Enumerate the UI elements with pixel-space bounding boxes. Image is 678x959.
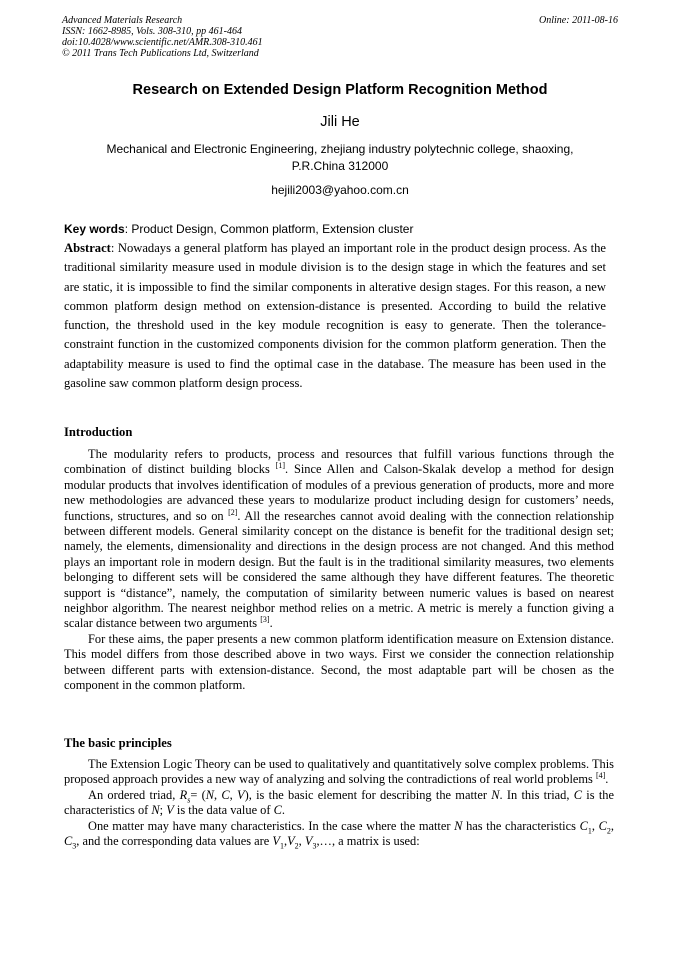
basic-text: , — [610, 818, 614, 833]
math-var: N — [151, 803, 160, 818]
math-var: V — [237, 787, 245, 802]
keywords — [64, 222, 614, 236]
basic-text: The Extension Logic Theory can be used to qualitatively and quantitatively solve complex problems. This proposed approach provides a new way of analyzing and solving the contradictions of real world problems — [64, 757, 614, 787]
citation-1: [1] — [275, 461, 285, 471]
affiliation-line-1: Mechanical and Electronic Engineering, zhejiang industry polytechnic college, shaoxing, — [106, 142, 574, 156]
basic-text: . In this triad, — [499, 787, 570, 802]
math-var: C — [598, 818, 607, 833]
math-sub: s — [187, 795, 191, 805]
math-sub: 1 — [587, 826, 592, 836]
basic-text: , — [283, 834, 288, 849]
paper-title: Research on Extended Design Platform Recognition Method — [132, 82, 548, 98]
abstract — [64, 239, 606, 393]
math-sub: 2 — [606, 826, 611, 836]
introduction-heading: Introduction — [64, 425, 133, 439]
math-sub: 2 — [294, 841, 299, 851]
copyright-line: © 2011 Trans Tech Publications Ltd, Switzerland — [62, 48, 259, 59]
basic-text: is the data value of — [176, 803, 271, 818]
math-sub: 1 — [279, 841, 284, 851]
math-var: R — [179, 787, 188, 802]
intro-paragraph-1 — [64, 447, 614, 632]
author-email: hejili2003@yahoo.com.cn — [271, 183, 409, 197]
issn-line: ISSN: 1662-8985, Vols. 308-310, pp 461-464 — [62, 26, 242, 37]
introduction-body — [64, 447, 614, 694]
basic-text: , — [213, 787, 218, 802]
online-date: Online: 2011-08-16 — [539, 15, 618, 26]
basic-paragraph-3 — [64, 819, 614, 850]
intro-paragraph-2: For these aims, the paper presents a new common platform identification measure on Extension distance. This model differs from those described above in two ways. First we consider the connection relationship between different parts with extension-distance. Second, the most adaptable part will be chosen as the component in the common platform. — [64, 631, 614, 693]
abstract-label: Abstract — [64, 241, 111, 255]
basic-text: . — [605, 772, 609, 787]
math-var: N — [491, 787, 500, 802]
header-left — [62, 15, 618, 59]
math-var: V — [272, 834, 280, 849]
math-sub: 3 — [312, 841, 317, 851]
intro-text: . Since Allen and Calson-Skalak develop a method for design modular products that involves identification of modules of a previous generation of products, more and more new methodologies are advanced these years to modularize product including design for customers’ needs, functions, structures, and so on — [64, 462, 614, 523]
math-var: V — [304, 834, 313, 849]
basic-principles-body — [64, 757, 614, 849]
math-var: C — [221, 787, 230, 802]
basic-text: An ordered triad, — [88, 787, 176, 802]
intro-text: . — [269, 616, 273, 631]
math-var: C — [273, 803, 282, 818]
basic-text: , — [229, 787, 233, 802]
math-var: C — [573, 787, 583, 802]
math-var: N — [205, 787, 214, 802]
basic-principles-heading: The basic principles — [64, 736, 172, 750]
author-name: Jili He — [320, 114, 360, 130]
basic-paragraph-1 — [64, 757, 614, 788]
basic-text: ,…, a matrix is used: — [316, 834, 420, 849]
basic-text: has the characteristics — [466, 818, 576, 833]
math-var: C — [579, 818, 588, 833]
math-var: C — [64, 834, 73, 849]
affiliation-line-2: P.R.China 312000 — [291, 159, 389, 173]
basic-text: , and the corresponding data values are — [76, 834, 270, 849]
journal-name: Advanced Materials Research — [62, 15, 183, 26]
abstract-text: : Nowadays a general platform has played an important role in the product design process. As the traditional similarity measure used in module division is to the design stage in which the features and set are static, it is impossible to find the similar components in alterative design stages. For this reason, a new common platform design method on extension-distance is presented. According to build the relative function, the threshold used in the key module recognition is easy to generate. Then the tolerance-constraint function in the customized components division for the common platform generation. Then the adaptability measure is used to find the optimal case in the database. The measure has been used in the gasoline saw common platform design process. — [64, 241, 606, 391]
affiliation — [62, 141, 618, 175]
math-sub: 3 — [72, 841, 77, 851]
basic-text: , — [298, 834, 302, 849]
basic-paragraph-2 — [64, 788, 614, 819]
keywords-text: : Product Design, Common platform, Extension cluster — [124, 222, 414, 236]
citation-3: [3] — [260, 615, 270, 625]
journal-header — [62, 15, 618, 59]
basic-text: ), is the basic element for describing the matter — [244, 787, 487, 802]
basic-text: One matter may have many characteristics. In the case where the matter — [88, 818, 451, 833]
math-var: V — [166, 803, 174, 818]
math-var: N — [454, 818, 463, 833]
basic-text: ; — [159, 803, 164, 818]
intro-text: The modularity refers to products, process and resources that fulfill various functions through the combination of distinct building blocks — [64, 447, 614, 477]
doi-line: doi:10.4028/www.scientific.net/AMR.308-310.461 — [62, 37, 263, 48]
math-var: V — [287, 834, 295, 849]
citation-4: [4] — [595, 771, 606, 781]
basic-text: = ( — [190, 787, 206, 802]
basic-text: . — [281, 803, 285, 818]
citation-2: [2] — [228, 507, 238, 517]
basic-text: is the characteristics of — [64, 787, 614, 818]
intro-text: . All the researches cannot avoid dealing with the connection relationship between different models. General similarity concept on the distance is benefit for the traditional design set; namely, the elements, dimensionality and directions in the design process are not changed. And this method plays an important role in modern design. But the fault is in the traditional similarity measures, two elements belonging to different sets will be considered the same although they have different features. The theoretic support is “distance”, namely, the computation of similarity between numeric values is based on nearest neighbor algorithm. The nearest neighbor method relies on a metric. A metric is merely a function giving a scalar distance between two arguments — [64, 508, 614, 631]
basic-text: , — [591, 818, 595, 833]
keywords-label: Key words — [64, 222, 125, 236]
